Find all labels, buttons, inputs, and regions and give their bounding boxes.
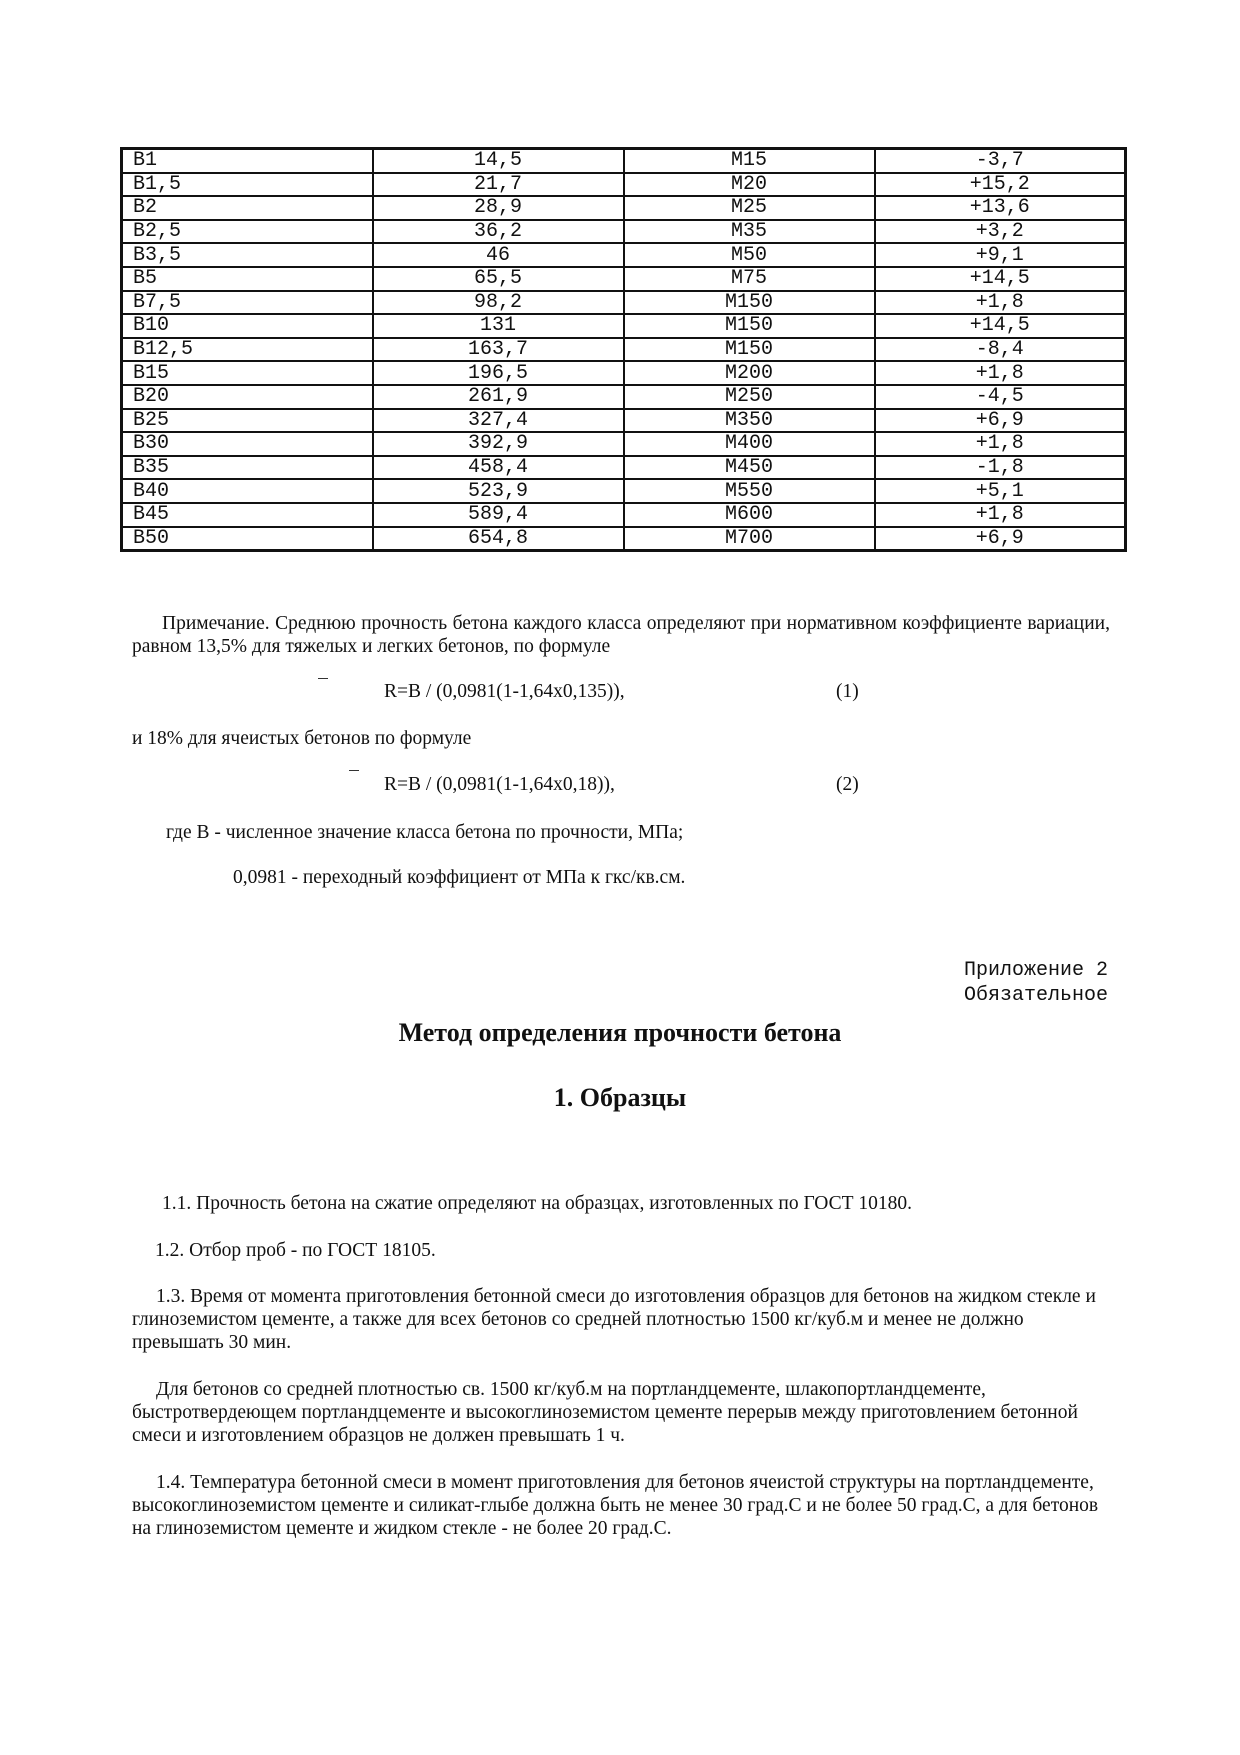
table-row: [122, 479, 1126, 503]
table-row: [122, 503, 1126, 527]
formula-1: R=В / (0,0981(1-1,64x0,135)),: [384, 681, 625, 702]
concrete-class-cell: В12,5: [122, 338, 373, 362]
section-title: 1. Образцы: [553, 1083, 687, 1112]
grade-cell: М700: [624, 527, 875, 551]
paragraph-1-1: 1.1. Прочность бетона на сжатие определяют на образцах, изготовленных по ГОСТ 10180.: [162, 1193, 912, 1214]
mean-strength-cell: 654,8: [373, 527, 624, 551]
concrete-class-cell: В10: [122, 314, 373, 338]
mean-strength-cell: 36,2: [373, 220, 624, 244]
deviation-cell: +13,6: [875, 196, 1126, 220]
mean-strength-cell: 65,5: [373, 267, 624, 291]
mean-strength-cell: 131: [373, 314, 624, 338]
concrete-class-cell: В3,5: [122, 243, 373, 267]
deviation-cell: -4,5: [875, 385, 1126, 409]
table-row: [122, 196, 1126, 220]
grade-cell: М20: [624, 173, 875, 197]
where-line-2: 0,0981 - переходный коэффициент от МПа к гкс/кв.см.: [233, 867, 686, 888]
concrete-class-cell: В25: [122, 409, 373, 433]
where-line-1: где В - численное значение класса бетона по прочности, МПа;: [166, 822, 684, 843]
strength-table: [120, 147, 1127, 552]
note-paragraph: Примечание. Среднюю прочность бетона каждого класса определяют при нормативном коэффициенте вариации, равном 13,5% для тяжелых и легких бетонов, по формуле: [132, 613, 1110, 657]
table-row: [122, 243, 1126, 267]
overbar-mark: [349, 770, 359, 771]
deviation-cell: +15,2: [875, 173, 1126, 197]
formula-1-number: (1): [836, 681, 859, 702]
paragraph-1-3-continued: Для бетонов со средней плотностью св. 1500 кг/куб.м на портландцементе, шлакопортландцементе, быстротвердеющем портландцементе и высокоглиноземистом цементе перерыв между приготовлением бетонной смеси и изготовлением образцов не должен превышать 1 ч.: [132, 1379, 1078, 1446]
concrete-class-cell: В5: [122, 267, 373, 291]
concrete-class-cell: В50: [122, 527, 373, 551]
deviation-cell: +9,1: [875, 243, 1126, 267]
appendix-label: [800, 958, 1108, 1008]
grade-cell: М250: [624, 385, 875, 409]
deviation-cell: +6,9: [875, 409, 1126, 433]
grade-cell: М15: [624, 149, 875, 173]
formula-2: R=В / (0,0981(1-1,64x0,18)),: [384, 774, 615, 795]
mean-strength-cell: 458,4: [373, 456, 624, 480]
mean-strength-cell: 98,2: [373, 291, 624, 315]
table-row: [122, 432, 1126, 456]
deviation-cell: +1,8: [875, 361, 1126, 385]
formula-2-number: (2): [836, 774, 859, 795]
paragraph-1-3: 1.3. Время от момента приготовления бетонной смеси до изготовления образцов для бетонов на жидком стекле и глиноземистом цементе, а также для всех бетонов со средней плотностью 1500 кг/куб.м и менее не должно превышать 30 мин.: [132, 1286, 1096, 1353]
table-row: [122, 314, 1126, 338]
grade-cell: М550: [624, 479, 875, 503]
mean-strength-cell: 21,7: [373, 173, 624, 197]
mean-strength-cell: 28,9: [373, 196, 624, 220]
concrete-class-cell: В15: [122, 361, 373, 385]
concrete-class-cell: В45: [122, 503, 373, 527]
table-row: [122, 220, 1126, 244]
page-title: Метод определения прочности бетона: [398, 1018, 842, 1047]
deviation-cell: +3,2: [875, 220, 1126, 244]
mean-strength-cell: 14,5: [373, 149, 624, 173]
deviation-cell: +6,9: [875, 527, 1126, 551]
deviation-cell: +1,8: [875, 291, 1126, 315]
paragraph-1-2: 1.2. Отбор проб - по ГОСТ 18105.: [155, 1240, 436, 1261]
deviation-cell: -3,7: [875, 149, 1126, 173]
concrete-class-cell: В7,5: [122, 291, 373, 315]
grade-cell: М150: [624, 291, 875, 315]
mean-strength-cell: 261,9: [373, 385, 624, 409]
mean-strength-cell: 46: [373, 243, 624, 267]
appendix-status: Обязательное: [963, 984, 1108, 1007]
concrete-class-cell: В30: [122, 432, 373, 456]
deviation-cell: +1,8: [875, 432, 1126, 456]
deviation-cell: +1,8: [875, 503, 1126, 527]
concrete-class-cell: В40: [122, 479, 373, 503]
grade-cell: М35: [624, 220, 875, 244]
grade-cell: М75: [624, 267, 875, 291]
mean-strength-cell: 327,4: [373, 409, 624, 433]
grade-cell: М150: [624, 314, 875, 338]
table-row: [122, 527, 1126, 551]
grade-cell: М450: [624, 456, 875, 480]
grade-cell: М200: [624, 361, 875, 385]
table-row: [122, 267, 1126, 291]
deviation-cell: -8,4: [875, 338, 1126, 362]
table-row: [122, 385, 1126, 409]
concrete-class-cell: В1,5: [122, 173, 373, 197]
deviation-cell: +14,5: [875, 267, 1126, 291]
deviation-cell: +14,5: [875, 314, 1126, 338]
concrete-class-cell: В2,5: [122, 220, 373, 244]
table-row: [122, 291, 1126, 315]
overbar-mark: [318, 678, 328, 679]
note-line-2: и 18% для ячеистых бетонов по формуле: [132, 728, 472, 749]
table-row: [122, 173, 1126, 197]
mean-strength-cell: 163,7: [373, 338, 624, 362]
mean-strength-cell: 196,5: [373, 361, 624, 385]
table-row: [122, 338, 1126, 362]
grade-cell: М150: [624, 338, 875, 362]
grade-cell: М350: [624, 409, 875, 433]
table-row: [122, 149, 1126, 173]
grade-cell: М600: [624, 503, 875, 527]
deviation-cell: -1,8: [875, 456, 1126, 480]
mean-strength-cell: 392,9: [373, 432, 624, 456]
deviation-cell: +5,1: [875, 479, 1126, 503]
appendix-number: Приложение 2: [963, 959, 1108, 982]
mean-strength-cell: 589,4: [373, 503, 624, 527]
grade-cell: М50: [624, 243, 875, 267]
grade-cell: М400: [624, 432, 875, 456]
table-row: [122, 361, 1126, 385]
grade-cell: М25: [624, 196, 875, 220]
strength-table-body: [122, 149, 1126, 551]
table-row: [122, 456, 1126, 480]
paragraph-1-4: 1.4. Температура бетонной смеси в момент приготовления для бетонов ячеистой структуры на портландцементе, высокоглиноземистом цементе и силикат-глыбе должна быть не менее 30 град.С и не более 50 град.С, а для бетонов на глиноземистом цементе и жидком стекле - не более 20 град.С.: [132, 1472, 1099, 1539]
mean-strength-cell: 523,9: [373, 479, 624, 503]
concrete-class-cell: В20: [122, 385, 373, 409]
concrete-class-cell: В35: [122, 456, 373, 480]
concrete-class-cell: В2: [122, 196, 373, 220]
table-row: [122, 409, 1126, 433]
concrete-class-cell: В1: [122, 149, 373, 173]
